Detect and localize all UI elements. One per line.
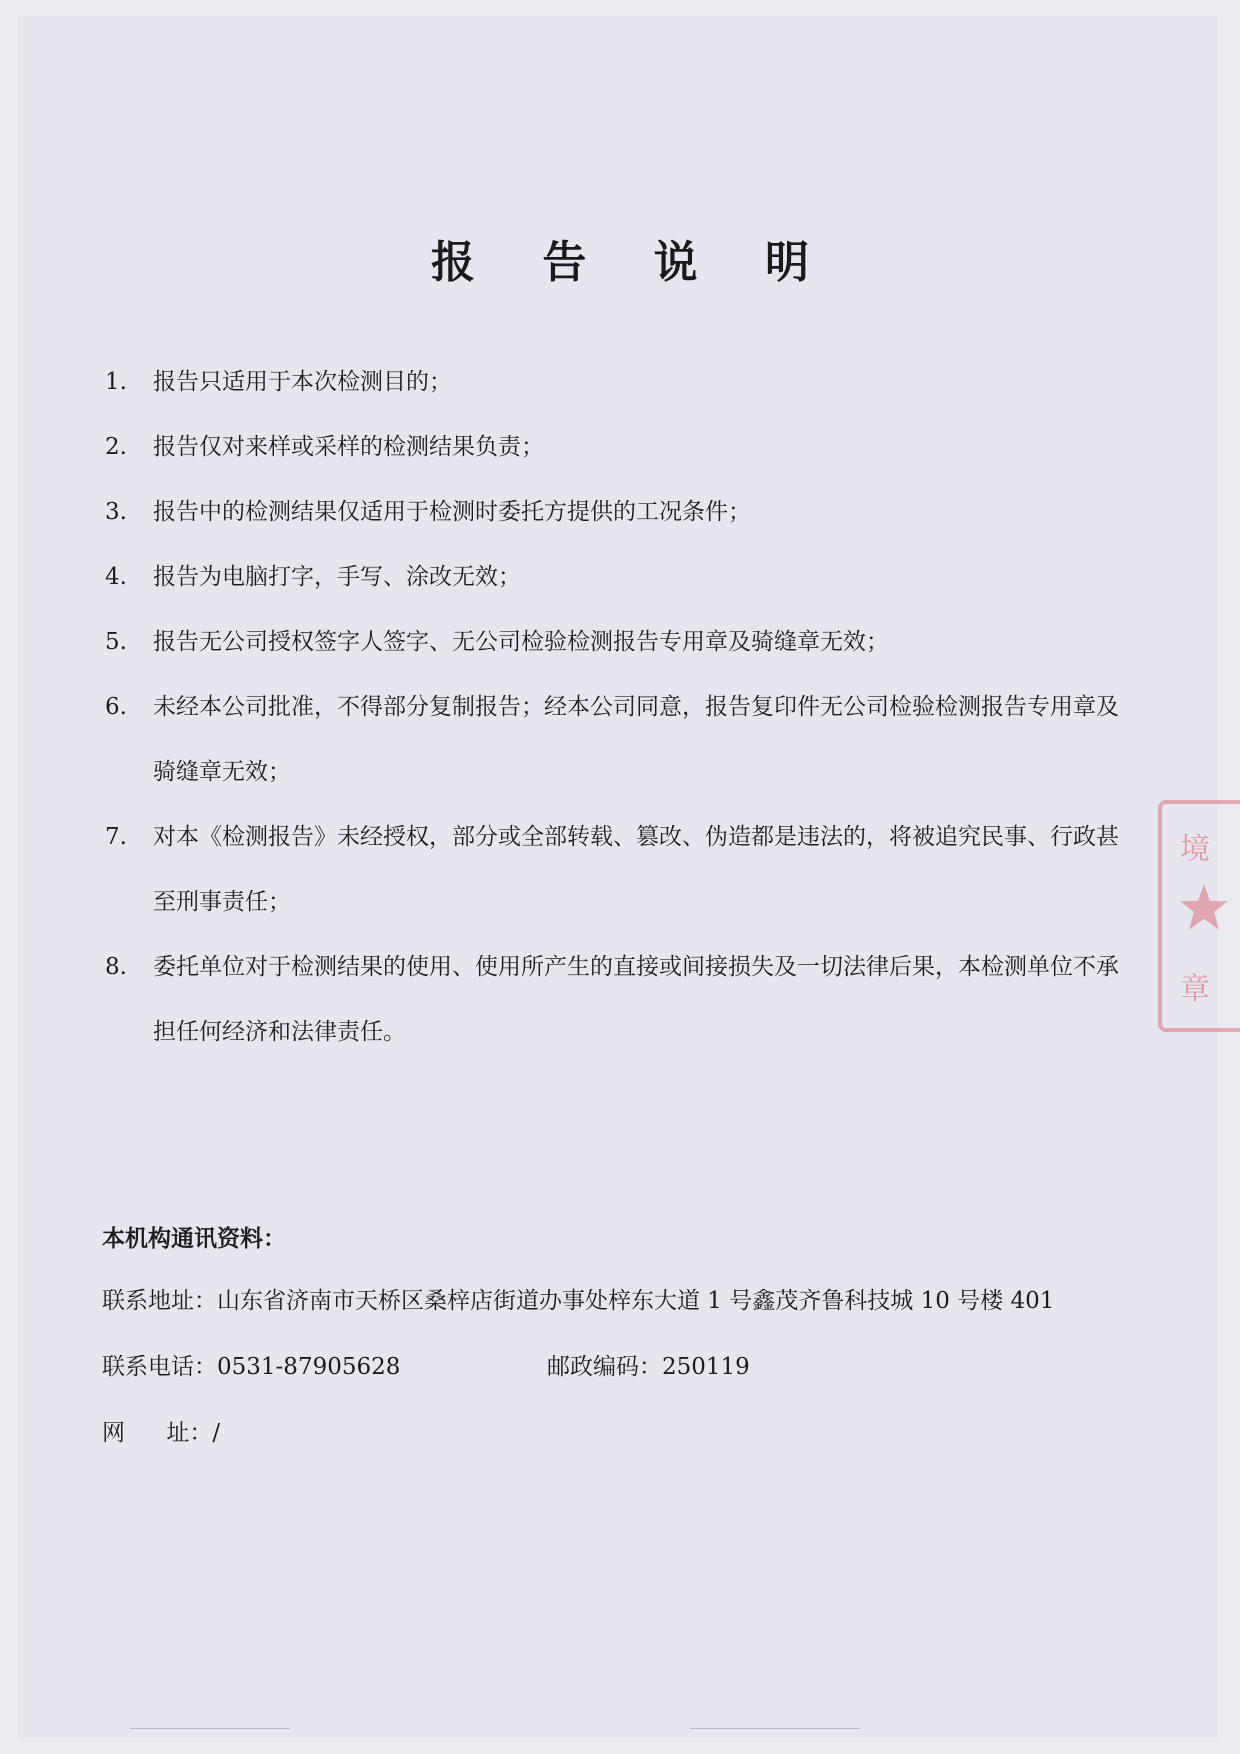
stamp-text-bottom: 章 <box>1180 972 1210 1007</box>
postcode-label: 邮政编码： <box>547 1354 662 1380</box>
item-text: 报告为电脑打字，手写、涂改无效； <box>153 564 521 590</box>
item-number: 4. <box>105 564 127 590</box>
address-row <box>102 1268 1142 1334</box>
list-item <box>105 675 1135 805</box>
item-text: 报告只适用于本次检测目的； <box>153 369 452 395</box>
website-label: 网 <box>102 1420 167 1446</box>
phone-value: 0531-87905628 <box>217 1354 401 1380</box>
page-title: 报 告 说 明 <box>431 237 835 288</box>
item-number: 7. <box>105 824 127 850</box>
website-value: / <box>212 1420 221 1446</box>
item-number: 1. <box>105 369 127 395</box>
list-item <box>105 935 1135 1065</box>
item-text: 委托单位对于检测结果的使用、使用所产生的直接或间接损失及一切法律后果，本检测单位不承担任何经济和法律责任。 <box>153 954 1119 1045</box>
item-text: 报告仅对来样或采样的检测结果负责； <box>153 434 544 460</box>
list-item <box>105 480 1135 545</box>
contact-heading: 本机构通讯资料： <box>102 1225 286 1252</box>
item-number: 2. <box>105 434 127 460</box>
item-text: 对本《检测报告》未经授权，部分或全部转载、篡改、伪造都是违法的，将被追究民事、行政甚至刑事责任； <box>153 824 1119 915</box>
contact-info <box>102 1210 1142 1466</box>
address-value: 山东省济南市天桥区桑梓店街道办事处梓东大道 1 号鑫茂齐鲁科技城 10 号楼 401 <box>217 1288 1055 1314</box>
item-text: 报告中的检测结果仅适用于检测时委托方提供的工况条件； <box>153 499 751 525</box>
list-item <box>105 350 1135 415</box>
item-number: 5. <box>105 629 127 655</box>
item-text: 未经本公司批准，不得部分复制报告；经本公司同意，报告复印件无公司检验检测报告专用章及骑缝章无效； <box>153 694 1119 785</box>
item-text: 报告无公司授权签字人签字、无公司检验检测报告专用章及骑缝章无效； <box>153 629 889 655</box>
bottom-edge-mark <box>130 1728 290 1729</box>
postcode-value: 250119 <box>662 1354 750 1380</box>
list-item <box>105 545 1135 610</box>
list-item <box>105 415 1135 480</box>
address-label: 联系地址： <box>102 1288 217 1314</box>
list-item <box>105 610 1135 675</box>
list-item <box>105 805 1135 935</box>
statement-list <box>105 350 1135 1065</box>
item-number: 8. <box>105 954 127 980</box>
star-icon <box>1178 882 1230 934</box>
phone-label: 联系电话： <box>102 1354 217 1380</box>
item-number: 3. <box>105 499 127 525</box>
seal-stamp <box>1158 800 1240 1032</box>
item-number: 6. <box>105 694 127 720</box>
bottom-edge-mark <box>690 1728 860 1729</box>
stamp-text-top: 境 <box>1180 832 1210 867</box>
website-label-rest: 址： <box>166 1420 213 1446</box>
phone-row <box>102 1334 1142 1400</box>
website-row <box>102 1400 1142 1466</box>
